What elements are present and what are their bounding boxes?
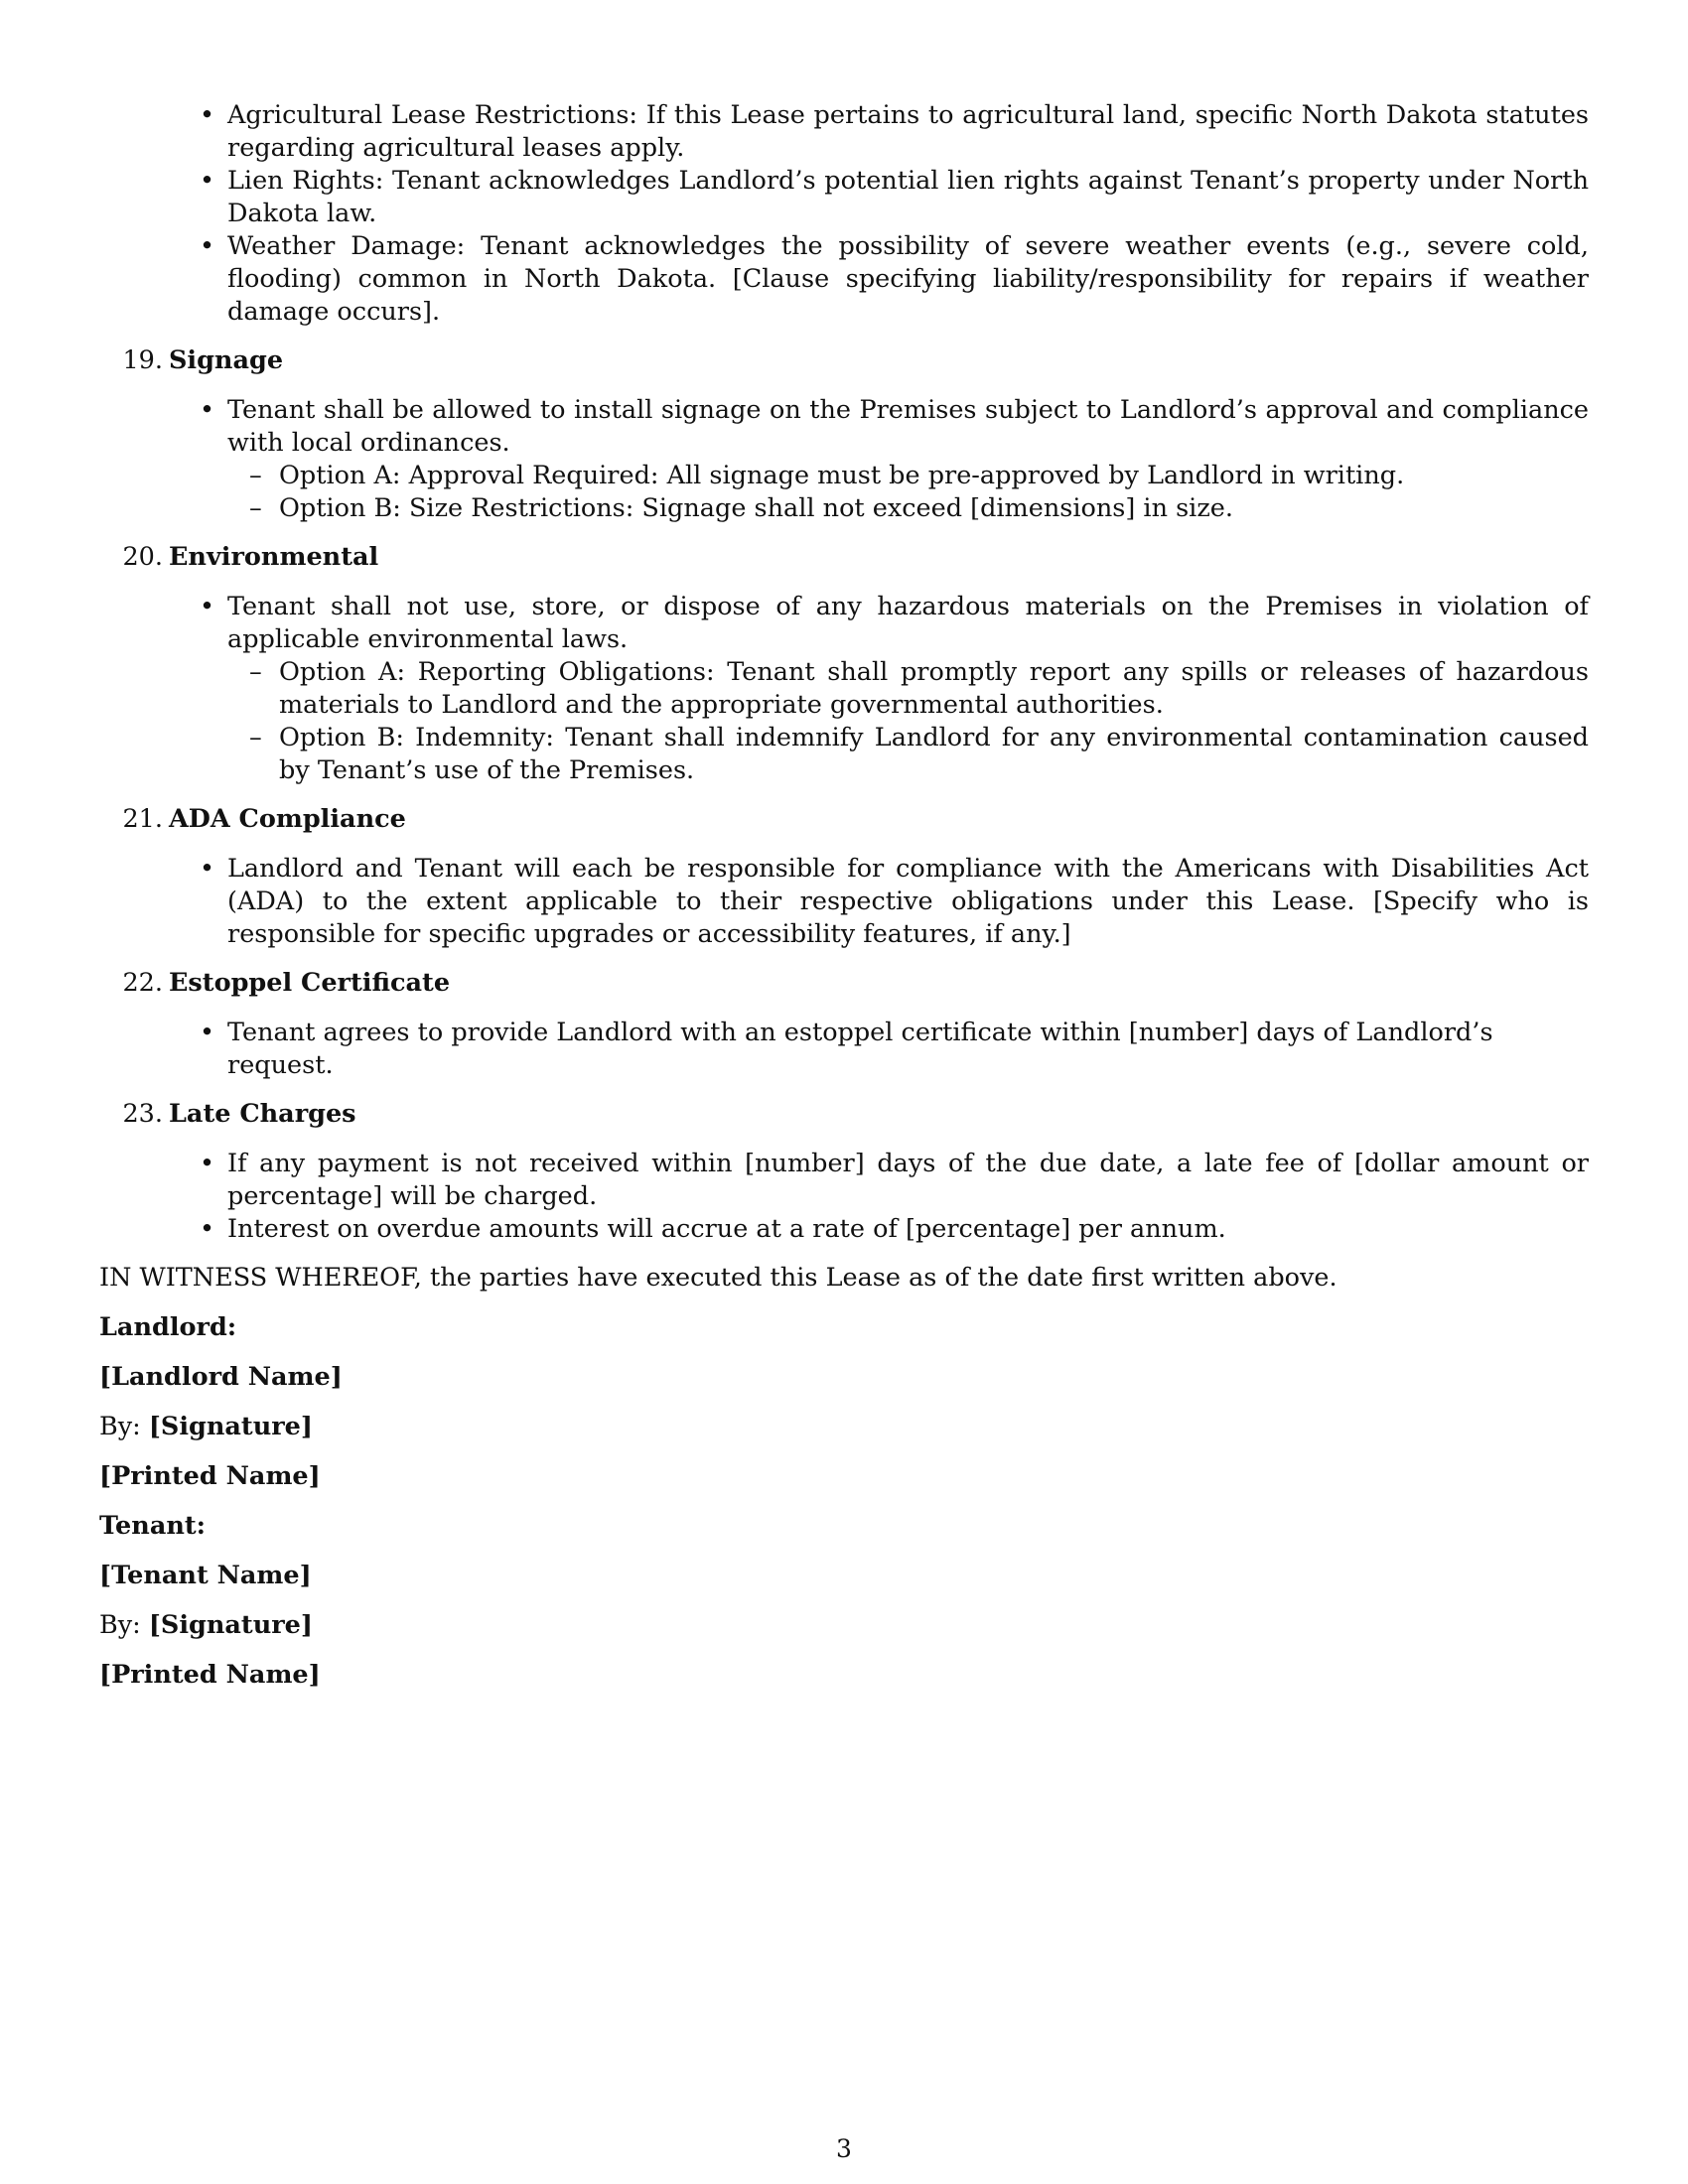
intro-bullet-list	[227, 99, 1589, 329]
section-title: Late Charges	[169, 1099, 356, 1129]
section-number: 22.	[122, 968, 163, 998]
section-heading-late-charges	[99, 1098, 1589, 1131]
ada-bullet-list	[227, 853, 1589, 951]
section-title: Estoppel Certificate	[169, 968, 451, 998]
by-prefix: By:	[99, 1610, 141, 1640]
list-item	[227, 591, 1589, 787]
environmental-bullet-list	[227, 591, 1589, 787]
section-title: Signage	[169, 345, 284, 375]
section-heading-environmental	[99, 541, 1589, 574]
option-list	[279, 656, 1589, 787]
section-number: 19.	[122, 345, 163, 375]
list-item: • Weather Damage: Tenant acknowledges the possibility of severe weather events (e.g., severe cold, flooding) common in North Dakota. [Clause specifying liability/responsibility for repairs if weather damage occurs].	[227, 230, 1589, 329]
landlord-label: Landlord:	[99, 1312, 237, 1342]
section-title: Environmental	[169, 542, 379, 572]
late-charges-bullet-list	[227, 1148, 1589, 1246]
section-number: 21.	[122, 804, 163, 834]
tenant-name: [Tenant Name]	[99, 1561, 312, 1590]
section-heading-signage	[99, 344, 1589, 377]
estoppel-bullet-list	[227, 1017, 1589, 1082]
option-list	[279, 460, 1589, 525]
list-item	[227, 394, 1589, 525]
option-item: – Option B: Indemnity: Tenant shall indemnify Landlord for any environmental contamination caused by Tenant’s use of the Premises.	[279, 722, 1589, 787]
option-item: – Option B: Size Restrictions: Signage shall not exceed [dimensions] in size.	[279, 492, 1589, 525]
tenant-signature-line	[99, 1609, 1589, 1642]
witness-statement: IN WITNESS WHEREOF, the parties have executed this Lease as of the date first written above.	[99, 1263, 1337, 1293]
list-item: • Landlord and Tenant will each be responsible for compliance with the Americans with Disabilities Act (ADA) to the extent applicable to their respective obligations under this Lease. [Specify who is responsible for specific upgrades or accessibility features, if any.]	[227, 853, 1589, 951]
tenant-signature-placeholder: [Signature]	[148, 1610, 313, 1640]
bullet-text: • Tenant shall not use, store, or dispose of any hazardous materials on the Premises in violation of applicable environmental laws.	[227, 592, 1589, 654]
list-item: • Agricultural Lease Restrictions: If this Lease pertains to agricultural land, specific North Dakota statutes regarding agricultural leases apply.	[227, 99, 1589, 165]
landlord-name: [Landlord Name]	[99, 1362, 343, 1392]
list-item: • Tenant agrees to provide Landlord with an estoppel certificate within [number] days of Landlord’s request.	[227, 1017, 1589, 1082]
document-page	[99, 99, 1589, 1692]
landlord-printed-name: [Printed Name]	[99, 1461, 321, 1491]
section-number: 20.	[122, 542, 163, 572]
section-number: 23.	[122, 1099, 163, 1129]
signage-bullet-list	[227, 394, 1589, 525]
page-number: 3	[836, 2134, 852, 2163]
list-item: • Interest on overdue amounts will accrue at a rate of [percentage] per annum.	[227, 1213, 1589, 1246]
tenant-printed-name: [Printed Name]	[99, 1660, 321, 1690]
section-heading-estoppel-certificate	[99, 967, 1589, 1000]
section-heading-ada-compliance	[99, 803, 1589, 836]
list-item: • Lien Rights: Tenant acknowledges Landlord’s potential lien rights against Tenant’s property under North Dakota law.	[227, 165, 1589, 230]
option-item: – Option A: Reporting Obligations: Tenant shall promptly report any spills or releases of hazardous materials to Landlord and the appropriate governmental authorities.	[279, 656, 1589, 722]
landlord-signature-placeholder: [Signature]	[148, 1412, 313, 1441]
by-prefix: By:	[99, 1412, 141, 1441]
list-item: • If any payment is not received within [number] days of the due date, a late fee of [dollar amount or percentage] will be charged.	[227, 1148, 1589, 1213]
section-title: ADA Compliance	[169, 804, 406, 834]
option-item: – Option A: Approval Required: All signage must be pre-approved by Landlord in writing.	[279, 460, 1589, 492]
landlord-signature-line	[99, 1411, 1589, 1443]
bullet-text: • Tenant shall be allowed to install signage on the Premises subject to Landlord’s approval and compliance with local ordinances.	[227, 395, 1589, 458]
tenant-label: Tenant:	[99, 1511, 207, 1541]
